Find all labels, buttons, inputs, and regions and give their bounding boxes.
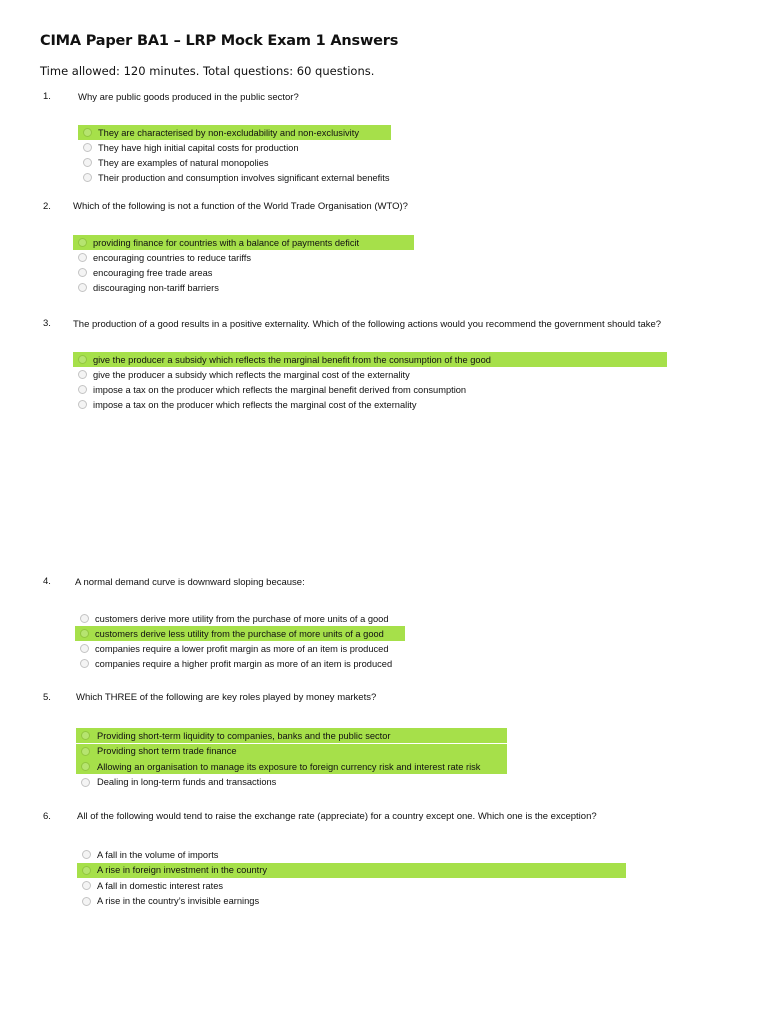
radio-button-icon[interactable] (80, 659, 89, 668)
answer-option[interactable] (78, 155, 269, 170)
question-text: Which THREE of the following are key roles played by money markets? (76, 692, 377, 703)
radio-button-icon[interactable] (78, 283, 87, 292)
radio-button-icon[interactable] (80, 629, 89, 638)
radio-button-icon[interactable] (78, 253, 87, 262)
question-number: 1. (43, 91, 51, 102)
option-label: impose a tax on the producer which reflects the marginal benefit derived from consumption (93, 384, 467, 395)
question-text: Which of the following is not a function of the World Trade Organisation (WTO)? (73, 201, 408, 212)
radio-button-icon[interactable] (81, 762, 90, 771)
answer-option-correct[interactable] (76, 728, 507, 743)
radio-button-icon[interactable] (81, 778, 90, 787)
radio-button-icon[interactable] (83, 143, 92, 152)
answer-option-correct[interactable] (76, 759, 507, 774)
radio-button-icon[interactable] (78, 268, 87, 277)
answer-option[interactable] (76, 775, 276, 790)
option-label: give the producer a subsidy which reflects the marginal benefit from the consumption of the good (93, 354, 491, 365)
question-number: 2. (43, 201, 51, 212)
question-number: 5. (43, 692, 51, 703)
answer-option[interactable] (78, 170, 389, 185)
option-label: encouraging free trade areas (93, 267, 213, 278)
radio-button-icon[interactable] (82, 866, 91, 875)
radio-button-icon[interactable] (82, 881, 91, 890)
answer-option[interactable] (73, 367, 410, 382)
radio-button-icon[interactable] (80, 644, 89, 653)
option-label: They have high initial capital costs for production (98, 142, 299, 153)
question-number: 4. (43, 576, 51, 587)
question-text: The production of a good results in a positive externality. Which of the following actions would you recommend the government should take? (73, 319, 662, 330)
option-label: They are characterised by non-excludability and non-exclusivity (98, 127, 359, 138)
option-label: Allowing an organisation to manage its exposure to foreign currency risk and interest rate risk (97, 761, 481, 772)
option-label: Providing short term trade finance (97, 746, 237, 756)
radio-button-icon[interactable] (78, 238, 87, 247)
answer-option[interactable] (73, 265, 212, 280)
option-label: A fall in domestic interest rates (97, 880, 224, 891)
question-text: Why are public goods produced in the public sector? (78, 92, 299, 103)
answer-option-correct[interactable] (77, 863, 626, 878)
document-subtitle: Time allowed: 120 minutes. Total questions: 60 questions. (40, 64, 375, 78)
option-label: Their production and consumption involves significant external benefits (98, 172, 390, 183)
option-label: A fall in the volume of imports (97, 849, 219, 860)
question-number: 6. (43, 811, 51, 822)
answer-option-correct[interactable] (73, 352, 667, 367)
option-label: They are examples of natural monopolies (98, 157, 269, 168)
radio-button-icon[interactable] (83, 128, 92, 137)
option-label: companies require a higher profit margin as more of an item is produced (95, 658, 393, 669)
option-label: companies require a lower profit margin as more of an item is produced (95, 643, 389, 654)
answer-option[interactable] (78, 140, 299, 155)
option-label: Providing short-term liquidity to companies, banks and the public sector (97, 730, 391, 741)
answer-option[interactable] (77, 894, 259, 909)
option-label: encouraging countries to reduce tariffs (93, 252, 251, 263)
answer-option[interactable] (77, 847, 218, 862)
option-label: give the producer a subsidy which reflects the marginal cost of the externality (93, 369, 410, 380)
option-label: A rise in foreign investment in the country (97, 865, 268, 875)
answer-option[interactable] (73, 250, 251, 265)
option-label: discouraging non-tariff barriers (93, 282, 219, 293)
answer-option-correct[interactable] (75, 626, 405, 641)
answer-option-correct[interactable] (76, 744, 507, 759)
answer-option[interactable] (73, 382, 466, 397)
radio-button-icon[interactable] (83, 158, 92, 167)
radio-button-icon[interactable] (82, 897, 91, 906)
radio-button-icon[interactable] (82, 850, 91, 859)
document-title: CIMA Paper BA1 – LRP Mock Exam 1 Answers (40, 33, 399, 49)
answer-option[interactable] (75, 611, 389, 626)
radio-button-icon[interactable] (78, 355, 87, 364)
option-label: Dealing in long-term funds and transactions (97, 777, 277, 787)
option-label: customers derive more utility from the purchase of more units of a good (95, 613, 389, 624)
answer-option[interactable] (75, 656, 392, 671)
radio-button-icon[interactable] (78, 400, 87, 409)
question-text: All of the following would tend to raise the exchange rate (appreciate) for a country except one. Which one is the exception? (77, 811, 597, 822)
option-label: A rise in the country’s invisible earnings (97, 896, 260, 906)
question-text: A normal demand curve is downward sloping because: (75, 577, 305, 588)
answer-option-correct[interactable] (73, 235, 414, 250)
answer-option[interactable] (77, 878, 223, 893)
radio-button-icon[interactable] (78, 370, 87, 379)
question-number: 3. (43, 318, 51, 329)
answer-option[interactable] (73, 280, 219, 295)
radio-button-icon[interactable] (81, 747, 90, 756)
answer-option[interactable] (73, 397, 417, 412)
radio-button-icon[interactable] (78, 385, 87, 394)
option-label: customers derive less utility from the purchase of more units of a good (95, 628, 384, 639)
radio-button-icon[interactable] (81, 731, 90, 740)
answer-option[interactable] (75, 641, 389, 656)
option-label: providing finance for countries with a balance of payments deficit (93, 237, 360, 248)
answer-option-correct[interactable] (78, 125, 391, 140)
option-label: impose a tax on the producer which reflects the marginal cost of the externality (93, 399, 417, 410)
radio-button-icon[interactable] (80, 614, 89, 623)
radio-button-icon[interactable] (83, 173, 92, 182)
